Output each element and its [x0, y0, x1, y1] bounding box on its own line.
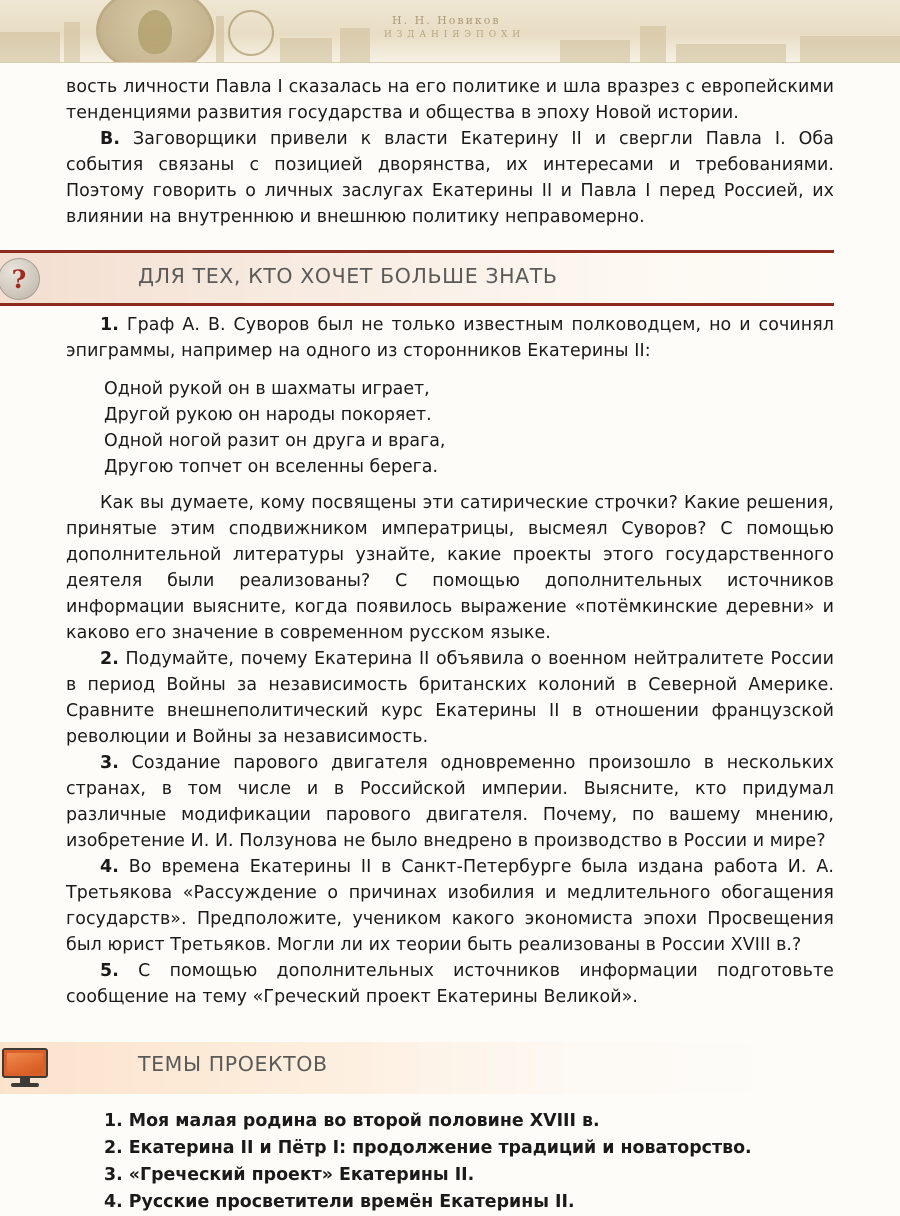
rubric-item-2-num: 2.: [100, 649, 119, 669]
portrait-medallion-icon: [96, 0, 214, 63]
list-item: [104, 1108, 834, 1135]
engraving-subcaption: И З Д А Н І Я Э П О Х И: [384, 30, 522, 40]
project-2-num: 2.: [104, 1138, 123, 1158]
paragraph-b: [66, 126, 834, 230]
rubric-item-3: [66, 750, 834, 854]
verse-line-1: Одной рукой он в шахматы играет,: [104, 379, 430, 399]
projects-header: [66, 1042, 834, 1098]
verse-line-4: Другою топчет он вселенны берега.: [104, 457, 438, 477]
rubric-header: [11, 250, 834, 312]
list-item: [104, 1135, 834, 1162]
decorative-header-engraving: [0, 0, 900, 63]
rubric-item-4-text: Во времена Екатерины II в Санкт-Петербурге была издана работа И. А. Третьякова «Рассуждение о причинах изобилия и медлительного обогащения государств». Предположите, учеником какого экономиста эпохи Просвещения был юрист Третьяков. Могли ли их теории быть реализованы в России XVIII в.?: [66, 857, 834, 955]
rubric-item-5: [66, 958, 834, 1010]
rubric-item-2-text: Подумайте, почему Екатерина II объявила о военном нейтралитете России в период Войны за независимость британских колоний в Северной Америке. Сравните внешнеполитический курс Екатерины II в отношении французской революции и Войны за независимость.: [66, 649, 834, 747]
paragraph-b-marker: В.: [100, 129, 121, 149]
verse-line-3: Одной ногой разит он друга и врага,: [104, 431, 446, 451]
rubric-item-3-text: Создание парового двигателя одновременно произошло в нескольких странах, в том числе и в Российской империи. Выясните, кто придумал различные модификации парового двигателя. Почему, по вашему мнению, изобретение И. И. Ползунова не было внедрено в производство в России и мире?: [66, 753, 834, 851]
projects-title: ТЕМЫ ПРОЕКТОВ: [138, 1052, 328, 1076]
paragraph-b-text: Заговорщики привели к власти Екатерину II и свергли Павла I. Оба события связаны с позицией дворянства, их интересами и требованиями. Поэтому говорить о личных заслугах Екатерины II и Павла I перед Россией, их влиянии на внутреннюю и внешнюю политику неправомерно.: [66, 129, 834, 227]
rubric-question-after-verse: Как вы думаете, кому посвящены эти сатирические строчки? Какие решения, принятые этим сподвижником императрицы, высмеял Суворов? С помощью дополнительной литературы узнайте, какие проекты этого государственного деятеля были реализованы? С помощью дополнительных источников информации выясните, когда появилось выражение «потёмкинские деревни» и каково его значение в современном русском языке.: [66, 493, 834, 643]
rubric-item-4: [66, 854, 834, 958]
rubric-item-1-text: Граф А. В. Суворов был не только известным полководцем, но и сочинял эпиграммы, например на одного из сторонников Екатерины II:: [66, 315, 834, 361]
projects-band: [0, 1042, 834, 1094]
rubric-item-5-num: 5.: [100, 961, 119, 981]
rubric-item-1-num: 1.: [100, 315, 119, 335]
rubric-item-2: [66, 646, 834, 750]
sunburst-icon: [228, 10, 274, 56]
engraving-caption: Н. Н. Новиков: [392, 14, 501, 27]
page-content: [0, 62, 900, 1216]
rubric-item-3-num: 3.: [100, 753, 119, 773]
rubric-item-1: [66, 312, 834, 364]
paragraph-continued: вость личности Павла I сказалась на его политике и шла вразрез с европейскими тенденциями развития государства и общества в эпоху Новой истории.: [66, 77, 834, 123]
question-mark-icon: ?: [0, 258, 40, 300]
monitor-icon: [2, 1048, 48, 1088]
list-item: [104, 1189, 834, 1216]
project-1-num: 1.: [104, 1111, 123, 1131]
project-1-text: Моя малая родина во второй половине XVIII в.: [128, 1111, 600, 1131]
verse-block: [66, 376, 834, 480]
verse-line-2: Другой рукою он народы покоряет.: [104, 405, 432, 425]
project-4-text: Русские просветители времён Екатерины II.: [128, 1192, 575, 1212]
list-item: [104, 1162, 834, 1189]
project-2-text: Екатерина II и Пётр I: продолжение традиций и новаторство.: [128, 1138, 752, 1158]
project-4-num: 4.: [104, 1192, 123, 1212]
rubric-band: [0, 250, 834, 306]
rubric-item-4-num: 4.: [100, 857, 119, 877]
rubric-item-5-text: С помощью дополнительных источников информации подготовьте сообщение на тему «Греческий проект Екатерины Великой».: [66, 961, 834, 1007]
rubric-title: ДЛЯ ТЕХ, КТО ХОЧЕТ БОЛЬШЕ ЗНАТЬ: [138, 264, 558, 288]
project-3-num: 3.: [104, 1165, 123, 1185]
project-3-text: «Греческий проект» Екатерины II.: [128, 1165, 475, 1185]
